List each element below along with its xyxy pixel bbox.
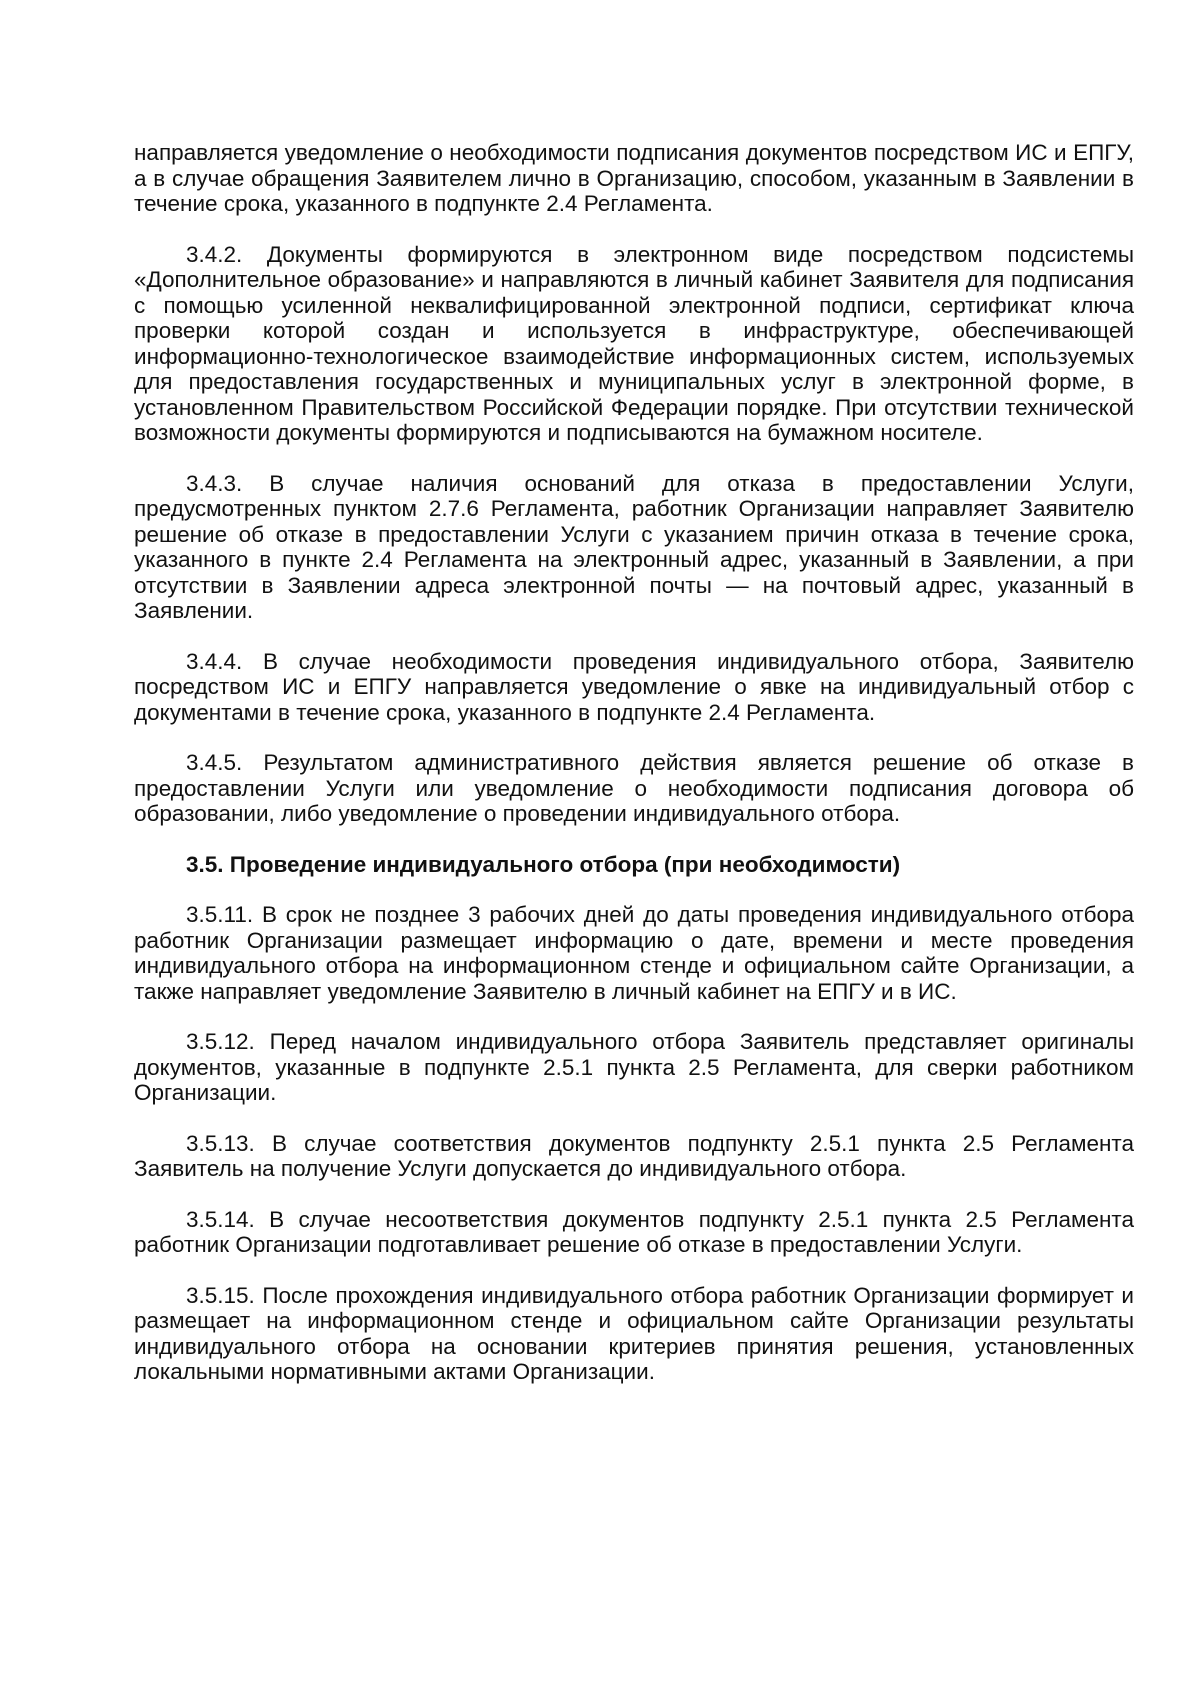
paragraph-3-5-11: 3.5.11. В срок не позднее 3 рабочих дней до даты проведения индивидуального отбора работник Организации размещает информацию о дате, времени и месте проведения индивидуального отбора на информационном стенде и официальном сайте Организации, а также направляет уведомление Заявителю в личный кабинет на ЕПГУ и в ИС. bbox=[134, 902, 1134, 1004]
paragraph-3-5-14: 3.5.14. В случае несоответствия документов подпункту 2.5.1 пункта 2.5 Регламента работник Организации подготавливает решение об отказе в предоставлении Услуги. bbox=[134, 1206, 1134, 1257]
paragraph-3-5-12: 3.5.12. Перед началом индивидуального отбора Заявитель представляет оригиналы документов, указанные в подпункте 2.5.1 пункта 2.5 Регламента, для сверки работником Организации. bbox=[134, 1029, 1134, 1105]
paragraph-3-5-13: 3.5.13. В случае соответствия документов подпункту 2.5.1 пункта 2.5 Регламента Заявитель на получение Услуги допускается до индивидуального отбора. bbox=[134, 1130, 1134, 1181]
section-heading-3-5: 3.5. Проведение индивидуального отбора (при необходимости) bbox=[186, 851, 901, 877]
paragraph-3-4-4: 3.4.4. В случае необходимости проведения индивидуального отбора, Заявителю посредством ИС и ЕПГУ направляется уведомление о явке на индивидуальный отбор с документами в течение срока, указанного в подпункте 2.4 Регламента. bbox=[134, 648, 1134, 725]
paragraph-3-4-3: 3.4.3. В случае наличия оснований для отказа в предоставлении Услуги, предусмотренных пунктом 2.7.6 Регламента, работник Организации направляет Заявителю решение об отказе в предоставлении Услуги с указанием причин отказа в течение срока, указанного в пункте 2.4 Регламента на электронный адрес, указанный в Заявлении, а при отсутствии в Заявлении адреса электронной почты — на почтовый адрес, указанный в Заявлении. bbox=[134, 470, 1134, 623]
document-page bbox=[134, 140, 1134, 1385]
paragraph-3-4-5: 3.4.5. Результатом административного действия является решение об отказе в предоставлении Услуги или уведомление о необходимости подписания договора об образовании, либо уведомление о проведении индивидуального отбора. bbox=[134, 750, 1134, 826]
paragraph-3-5-15: 3.5.15. После прохождения индивидуального отбора работник Организации формирует и размещает на информационном стенде и официальном сайте Организации результаты индивидуального отбора на основании критериев принятия решения, установленных локальными нормативными актами Организации. bbox=[134, 1282, 1134, 1384]
paragraph-3-4-2: 3.4.2. Документы формируются в электронном виде посредством подсистемы «Дополнительное образование» и направляются в личный кабинет Заявителя для подписания с помощью усиленной неквалифицированной электронной подписи, сертификат ключа проверки которой создан и используется в инфраструктуре, обеспечивающей информационно-технологическое взаимодействие информационных систем, используемых для предоставления государственных и муниципальных услуг в электронной форме, в установленном Правительством Российской Федерации порядке. При отсутствии технической возможности документы формируются и подписываются на бумажном носителе. bbox=[134, 241, 1134, 445]
paragraph-continuation: направляется уведомление о необходимости подписания документов посредством ИС и ЕПГУ, а в случае обращения Заявителем лично в Организацию, способом, указанным в Заявлении в течение срока, указанного в подпункте 2.4 Регламента. bbox=[134, 140, 1134, 216]
